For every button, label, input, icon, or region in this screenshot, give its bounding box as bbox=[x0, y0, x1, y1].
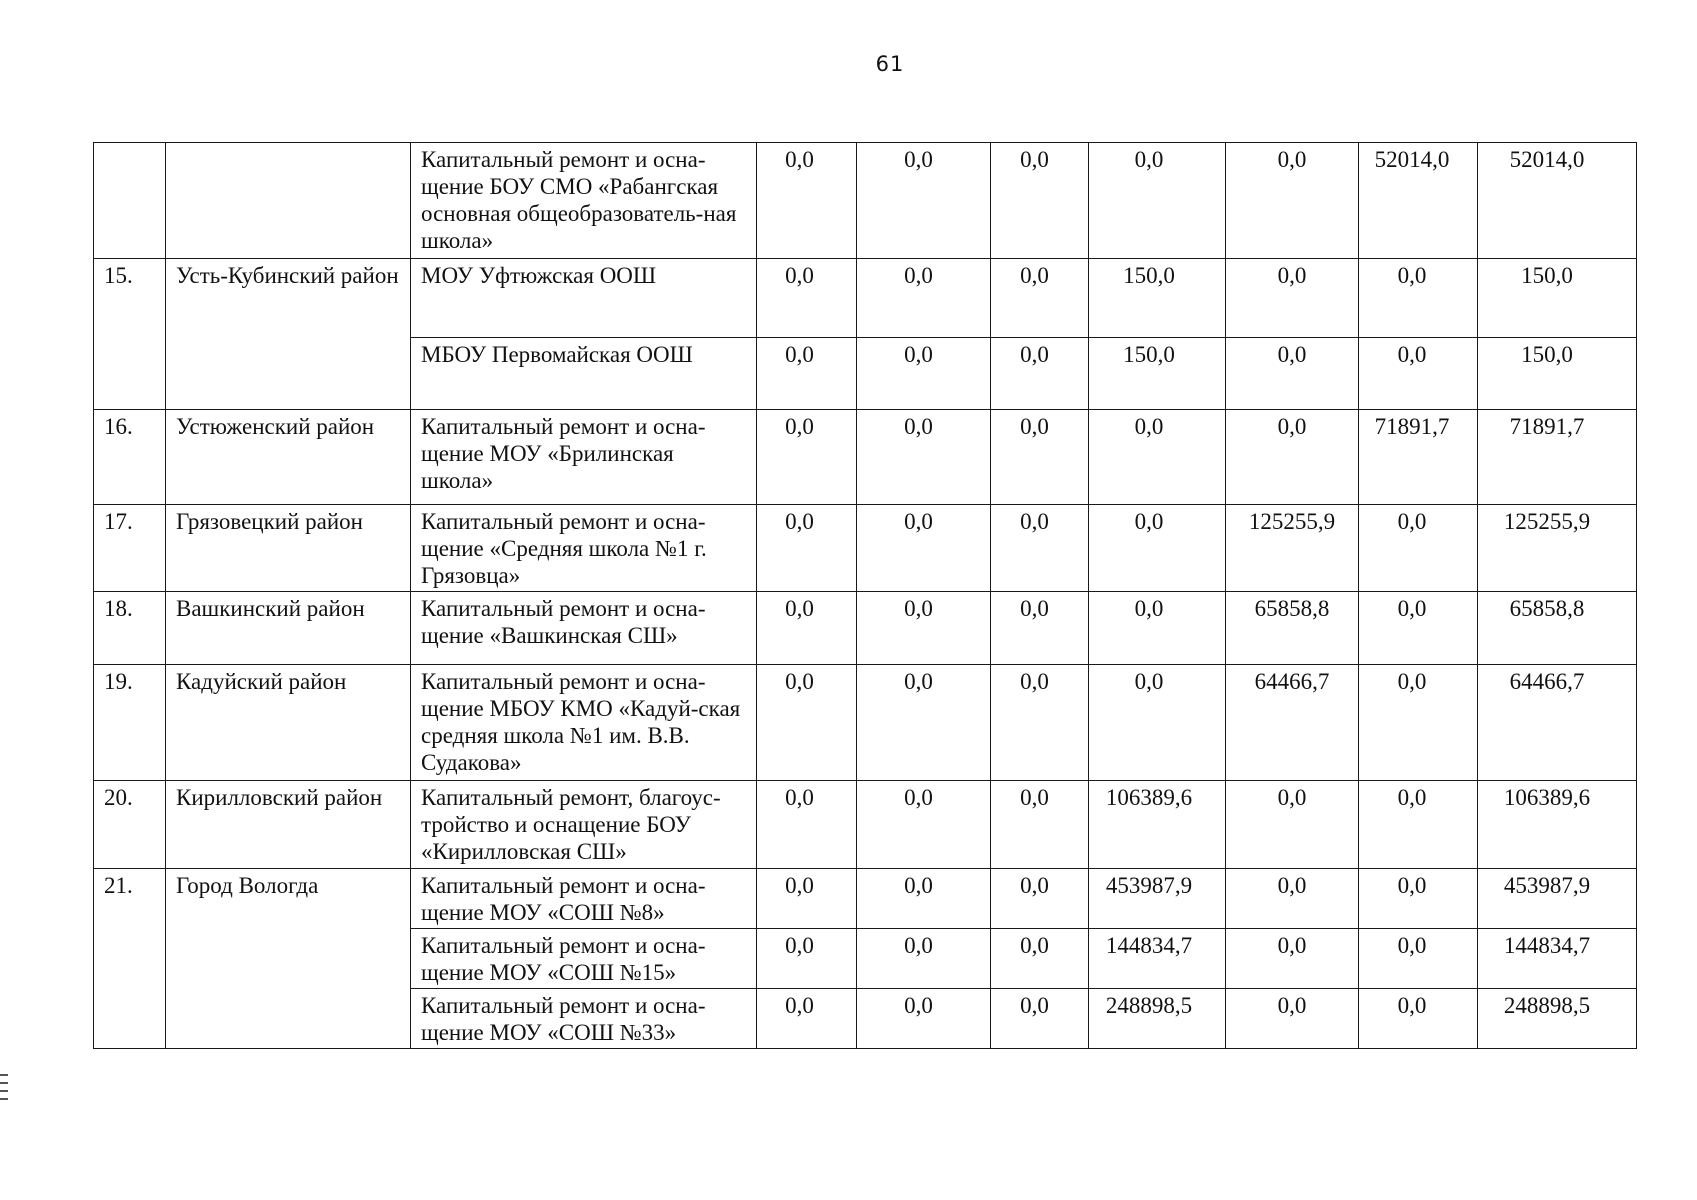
value-cell: 0,0 bbox=[757, 259, 857, 338]
district-cell: Город Вологда bbox=[166, 869, 411, 1049]
value-cell: 0,0 bbox=[1226, 410, 1359, 505]
district-cell bbox=[166, 143, 411, 259]
value-cell: 0,0 bbox=[1226, 338, 1359, 410]
table-row bbox=[94, 665, 1637, 781]
value-cell: 0,0 bbox=[1226, 869, 1359, 929]
value-cell: 0,0 bbox=[991, 410, 1089, 505]
row-number-cell: 16. bbox=[94, 410, 166, 505]
district-cell: Усть-Кубинский район bbox=[166, 259, 411, 410]
value-cell: 0,0 bbox=[757, 781, 857, 869]
value-cell: 0,0 bbox=[1089, 505, 1226, 592]
value-cell: 0,0 bbox=[1359, 929, 1478, 989]
value-cell: 0,0 bbox=[991, 143, 1089, 259]
value-cell: 0,0 bbox=[1359, 665, 1478, 781]
value-cell: 0,0 bbox=[991, 869, 1089, 929]
value-cell: 0,0 bbox=[857, 781, 991, 869]
value-cell: 65858,8 bbox=[1478, 592, 1637, 665]
value-cell: 0,0 bbox=[991, 259, 1089, 338]
value-cell: 0,0 bbox=[991, 505, 1089, 592]
value-cell: 0,0 bbox=[1359, 989, 1478, 1049]
table-row bbox=[94, 259, 1637, 338]
value-cell: 125255,9 bbox=[1478, 505, 1637, 592]
table-row bbox=[94, 410, 1637, 505]
value-cell: 0,0 bbox=[991, 665, 1089, 781]
value-cell: 150,0 bbox=[1478, 259, 1637, 338]
value-cell: 0,0 bbox=[857, 665, 991, 781]
object-cell: Капитальный ремонт и осна-щение МОУ «СОШ №15» bbox=[411, 929, 757, 989]
object-cell: МОУ Уфтюжская ООШ bbox=[411, 259, 757, 338]
value-cell: 0,0 bbox=[757, 410, 857, 505]
value-cell: 144834,7 bbox=[1089, 929, 1226, 989]
page-number: 61 bbox=[875, 52, 905, 76]
value-cell: 0,0 bbox=[857, 143, 991, 259]
value-cell: 0,0 bbox=[857, 505, 991, 592]
value-cell: 150,0 bbox=[1478, 338, 1637, 410]
value-cell: 0,0 bbox=[857, 869, 991, 929]
value-cell: 0,0 bbox=[991, 781, 1089, 869]
value-cell: 0,0 bbox=[1089, 665, 1226, 781]
value-cell: 0,0 bbox=[1226, 143, 1359, 259]
value-cell: 0,0 bbox=[1226, 781, 1359, 869]
object-cell: Капитальный ремонт, благоус-тройство и оснащение БОУ «Кирилловская СШ» bbox=[411, 781, 757, 869]
value-cell: 0,0 bbox=[757, 592, 857, 665]
value-cell: 0,0 bbox=[757, 869, 857, 929]
value-cell: 0,0 bbox=[1359, 781, 1478, 869]
row-number-cell bbox=[94, 143, 166, 259]
value-cell: 0,0 bbox=[857, 259, 991, 338]
value-cell: 0,0 bbox=[1226, 259, 1359, 338]
value-cell: 0,0 bbox=[991, 929, 1089, 989]
row-number-cell: 15. bbox=[94, 259, 166, 410]
funding-table bbox=[93, 142, 1637, 1049]
value-cell: 0,0 bbox=[1359, 259, 1478, 338]
value-cell: 0,0 bbox=[857, 989, 991, 1049]
value-cell: 52014,0 bbox=[1478, 143, 1637, 259]
district-cell: Вашкинский район bbox=[166, 592, 411, 665]
object-cell: Капитальный ремонт и осна-щение БОУ СМО «Рабангская основная общеобразователь-ная школа» bbox=[411, 143, 757, 259]
row-number-cell: 18. bbox=[94, 592, 166, 665]
value-cell: 0,0 bbox=[757, 929, 857, 989]
value-cell: 453987,9 bbox=[1089, 869, 1226, 929]
object-cell: Капитальный ремонт и осна-щение МОУ «СОШ №8» bbox=[411, 869, 757, 929]
value-cell: 150,0 bbox=[1089, 338, 1226, 410]
table-row bbox=[94, 869, 1637, 929]
value-cell: 0,0 bbox=[757, 338, 857, 410]
value-cell: 52014,0 bbox=[1359, 143, 1478, 259]
object-cell: Капитальный ремонт и осна-щение МОУ «Брилинская школа» bbox=[411, 410, 757, 505]
value-cell: 0,0 bbox=[757, 989, 857, 1049]
table-row bbox=[94, 781, 1637, 869]
object-cell: Капитальный ремонт и осна-щение «Средняя школа №1 г. Грязовца» bbox=[411, 505, 757, 592]
value-cell: 0,0 bbox=[1089, 143, 1226, 259]
value-cell: 150,0 bbox=[1089, 259, 1226, 338]
value-cell: 65858,8 bbox=[1226, 592, 1359, 665]
district-cell: Кирилловский район bbox=[166, 781, 411, 869]
value-cell: 71891,7 bbox=[1478, 410, 1637, 505]
value-cell: 0,0 bbox=[757, 505, 857, 592]
district-cell: Грязовецкий район bbox=[166, 505, 411, 592]
object-cell: Капитальный ремонт и осна-щение МБОУ КМО «Кадуй-ская средняя школа №1 им. В.В. Судакова» bbox=[411, 665, 757, 781]
value-cell: 0,0 bbox=[991, 989, 1089, 1049]
value-cell: 0,0 bbox=[1226, 929, 1359, 989]
object-cell: Капитальный ремонт и осна-щение МОУ «СОШ №33» bbox=[411, 989, 757, 1049]
value-cell: 0,0 bbox=[1359, 505, 1478, 592]
value-cell: 0,0 bbox=[1359, 338, 1478, 410]
value-cell: 0,0 bbox=[1359, 592, 1478, 665]
value-cell: 0,0 bbox=[857, 592, 991, 665]
value-cell: 0,0 bbox=[757, 665, 857, 781]
value-cell: 248898,5 bbox=[1089, 989, 1226, 1049]
value-cell: 0,0 bbox=[991, 338, 1089, 410]
object-cell: Капитальный ремонт и осна-щение «Вашкинская СШ» bbox=[411, 592, 757, 665]
district-cell: Устюженский район bbox=[166, 410, 411, 505]
value-cell: 0,0 bbox=[1226, 989, 1359, 1049]
margin-marks bbox=[0, 1074, 8, 1106]
value-cell: 144834,7 bbox=[1478, 929, 1637, 989]
value-cell: 0,0 bbox=[1089, 410, 1226, 505]
value-cell: 0,0 bbox=[857, 410, 991, 505]
value-cell: 0,0 bbox=[857, 929, 991, 989]
row-number-cell: 20. bbox=[94, 781, 166, 869]
table-row bbox=[94, 592, 1637, 665]
value-cell: 0,0 bbox=[991, 592, 1089, 665]
value-cell: 0,0 bbox=[1359, 869, 1478, 929]
value-cell: 71891,7 bbox=[1359, 410, 1478, 505]
value-cell: 64466,7 bbox=[1226, 665, 1359, 781]
value-cell: 248898,5 bbox=[1478, 989, 1637, 1049]
district-cell: Кадуйский район bbox=[166, 665, 411, 781]
value-cell: 0,0 bbox=[857, 338, 991, 410]
row-number-cell: 21. bbox=[94, 869, 166, 1049]
table-row bbox=[94, 143, 1637, 259]
value-cell: 453987,9 bbox=[1478, 869, 1637, 929]
row-number-cell: 19. bbox=[94, 665, 166, 781]
row-number-cell: 17. bbox=[94, 505, 166, 592]
value-cell: 106389,6 bbox=[1478, 781, 1637, 869]
value-cell: 0,0 bbox=[757, 143, 857, 259]
value-cell: 64466,7 bbox=[1478, 665, 1637, 781]
value-cell: 106389,6 bbox=[1089, 781, 1226, 869]
table-row bbox=[94, 505, 1637, 592]
value-cell: 0,0 bbox=[1089, 592, 1226, 665]
object-cell: МБОУ Первомайская ООШ bbox=[411, 338, 757, 410]
value-cell: 125255,9 bbox=[1226, 505, 1359, 592]
table-body bbox=[94, 143, 1637, 1049]
